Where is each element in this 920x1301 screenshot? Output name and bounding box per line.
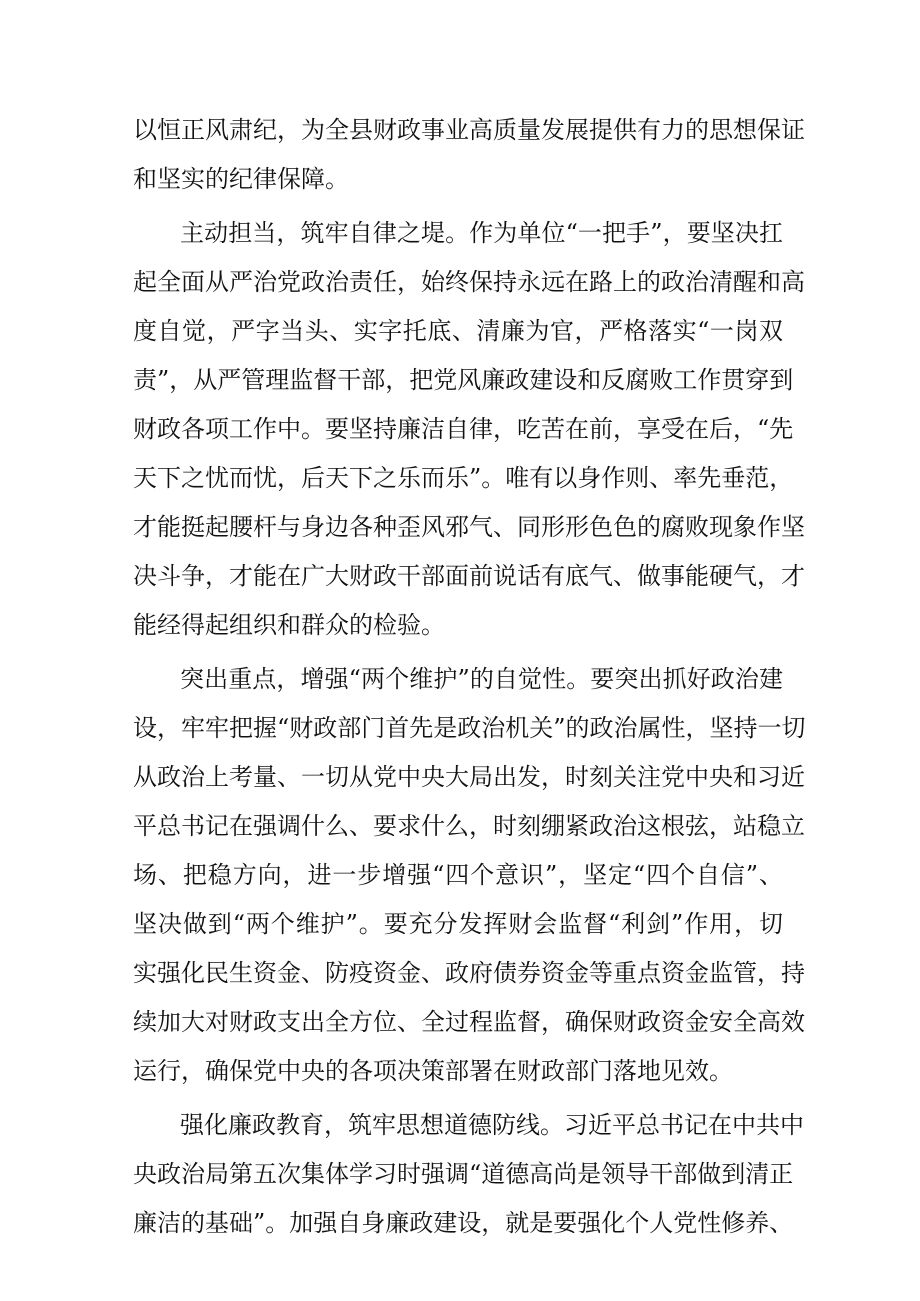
text-line: 责”，从严管理监督干部，把党风廉政建设和反腐败工作贯穿到 — [133, 366, 794, 394]
text-line: 才能挺起腰杆与身边各种歪风邪气、同形形色色的腐败现象作坚 — [133, 513, 805, 541]
text-line: 以恒正风肃纪，为全县财政事业高质量发展提供有力的思想保证 — [133, 116, 805, 144]
text-line: 主动担当，筑牢自律之堤。作为单位“一把手”，要坚决扛 — [180, 219, 783, 247]
text-line: 设，牢牢把握“财政部门首先是政治机关”的政治属性，坚持一切 — [133, 714, 806, 742]
text-line: 起全面从严治党政治责任，始终保持永远在路上的政治清醒和高 — [133, 268, 805, 296]
text-line: 场、把稳方向，进一步增强“四个意识”，坚定“四个自信”、 — [133, 861, 783, 889]
text-line: 实强化民生资金、防疫资金、政府债券资金等重点资金监管，持 — [133, 959, 805, 987]
text-line: 从政治上考量、一切从党中央大局出发，时刻关注党中央和习近 — [133, 763, 805, 791]
text-line: 和坚实的纪律保障。 — [133, 165, 349, 193]
text-line: 廉洁的基础”。加强自身廉政建设，就是要强化个人党性修养、 — [133, 1209, 794, 1237]
text-line: 运行，确保党中央的各项决策部署在财政部门落地见效。 — [133, 1057, 733, 1085]
text-line: 强化廉政教育，筑牢思想道德防线。习近平总书记在中共中 — [180, 1111, 804, 1139]
text-line: 财政各项工作中。要坚持廉洁自律，吃苦在前，享受在后，“先 — [133, 415, 794, 443]
text-line: 天下之忧而忧，后天下之乐而乐”。唯有以身作则、率先垂范， — [133, 464, 794, 492]
text-line: 度自觉，严字当头、实字托底、清廉为官，严格落实“一岗双 — [133, 317, 783, 345]
text-line: 平总书记在强调什么、要求什么，时刻绷紧政治这根弦，站稳立 — [133, 812, 805, 840]
text-line: 坚决做到“两个维护”。要充分发挥财会监督“利剑”作用，切 — [133, 910, 783, 938]
text-line: 决斗争，才能在广大财政干部面前说话有底气、做事能硬气，才 — [133, 562, 805, 590]
text-line: 突出重点，增强“两个维护”的自觉性。要突出抓好政治建 — [180, 665, 783, 693]
text-line: 能经得起组织和群众的检验。 — [133, 611, 445, 639]
text-line: 央政治局第五次集体学习时强调“道德高尚是领导干部做到清正 — [133, 1160, 794, 1188]
text-line: 续加大对财政支出全方位、全过程监督，确保财政资金安全高效 — [133, 1008, 805, 1036]
